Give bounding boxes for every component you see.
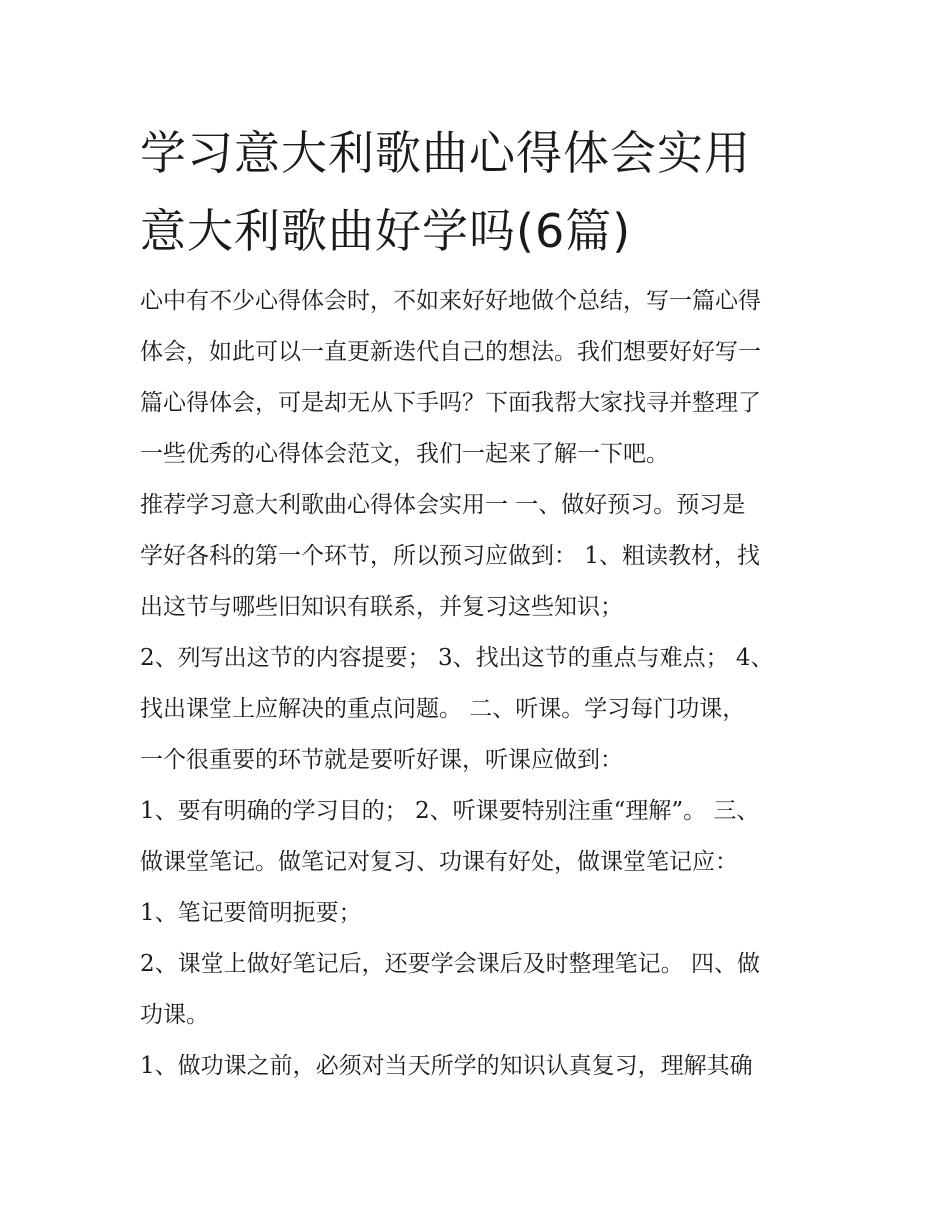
body-line: 做课堂笔记。做笔记对复习、功课有好处，做课堂笔记应： bbox=[140, 849, 738, 875]
body-line: 1、要有明确的学习目的； 2、听课要特别注重“理解”。 三、 bbox=[140, 798, 760, 824]
document-body bbox=[140, 276, 830, 1092]
title-line-1: 学习意大利歌曲心得体会实用 bbox=[140, 126, 751, 180]
body-line: 出这节与哪些旧知识有联系，并复习这些知识； bbox=[140, 594, 623, 620]
title-line-2: 意大利歌曲好学吗(6篇) bbox=[140, 204, 632, 258]
body-line: 一些优秀的心得体会范文，我们一起来了解一下吧。 bbox=[140, 441, 669, 467]
body-line: 篇心得体会，可是却无从下手吗？下面我帮大家找寻并整理了 bbox=[140, 390, 761, 416]
body-line: 2、课堂上做好笔记后，还要学会课后及时整理笔记。 四、做 bbox=[140, 951, 760, 977]
document-title bbox=[140, 114, 830, 270]
body-line: 学好各科的第一个环节，所以预习应做到： 1、粗读教材，找 bbox=[140, 543, 760, 569]
body-line: 一个很重要的环节就是要听好课，听课应做到： bbox=[140, 747, 623, 773]
body-line: 心中有不少心得体会时，不如来好好地做个总结，写一篇心得 bbox=[140, 288, 761, 314]
body-line: 找出课堂上应解决的重点问题。 二、听课。学习每门功课， bbox=[140, 696, 746, 722]
body-line: 1、笔记要简明扼要； bbox=[140, 900, 362, 926]
body-line: 推荐学习意大利歌曲心得体会实用一 一、做好预习。预习是 bbox=[140, 492, 746, 518]
body-line: 1、做功课之前，必须对当天所学的知识认真复习，理解其确 bbox=[140, 1053, 753, 1079]
body-line: 体会，如此可以一直更新迭代自己的想法。我们想要好好写一 bbox=[140, 339, 761, 365]
body-line: 2、列写出这节的内容提要； 3、找出这节的重点与难点； 4、 bbox=[140, 645, 774, 671]
body-line: 功课。 bbox=[140, 1002, 209, 1028]
